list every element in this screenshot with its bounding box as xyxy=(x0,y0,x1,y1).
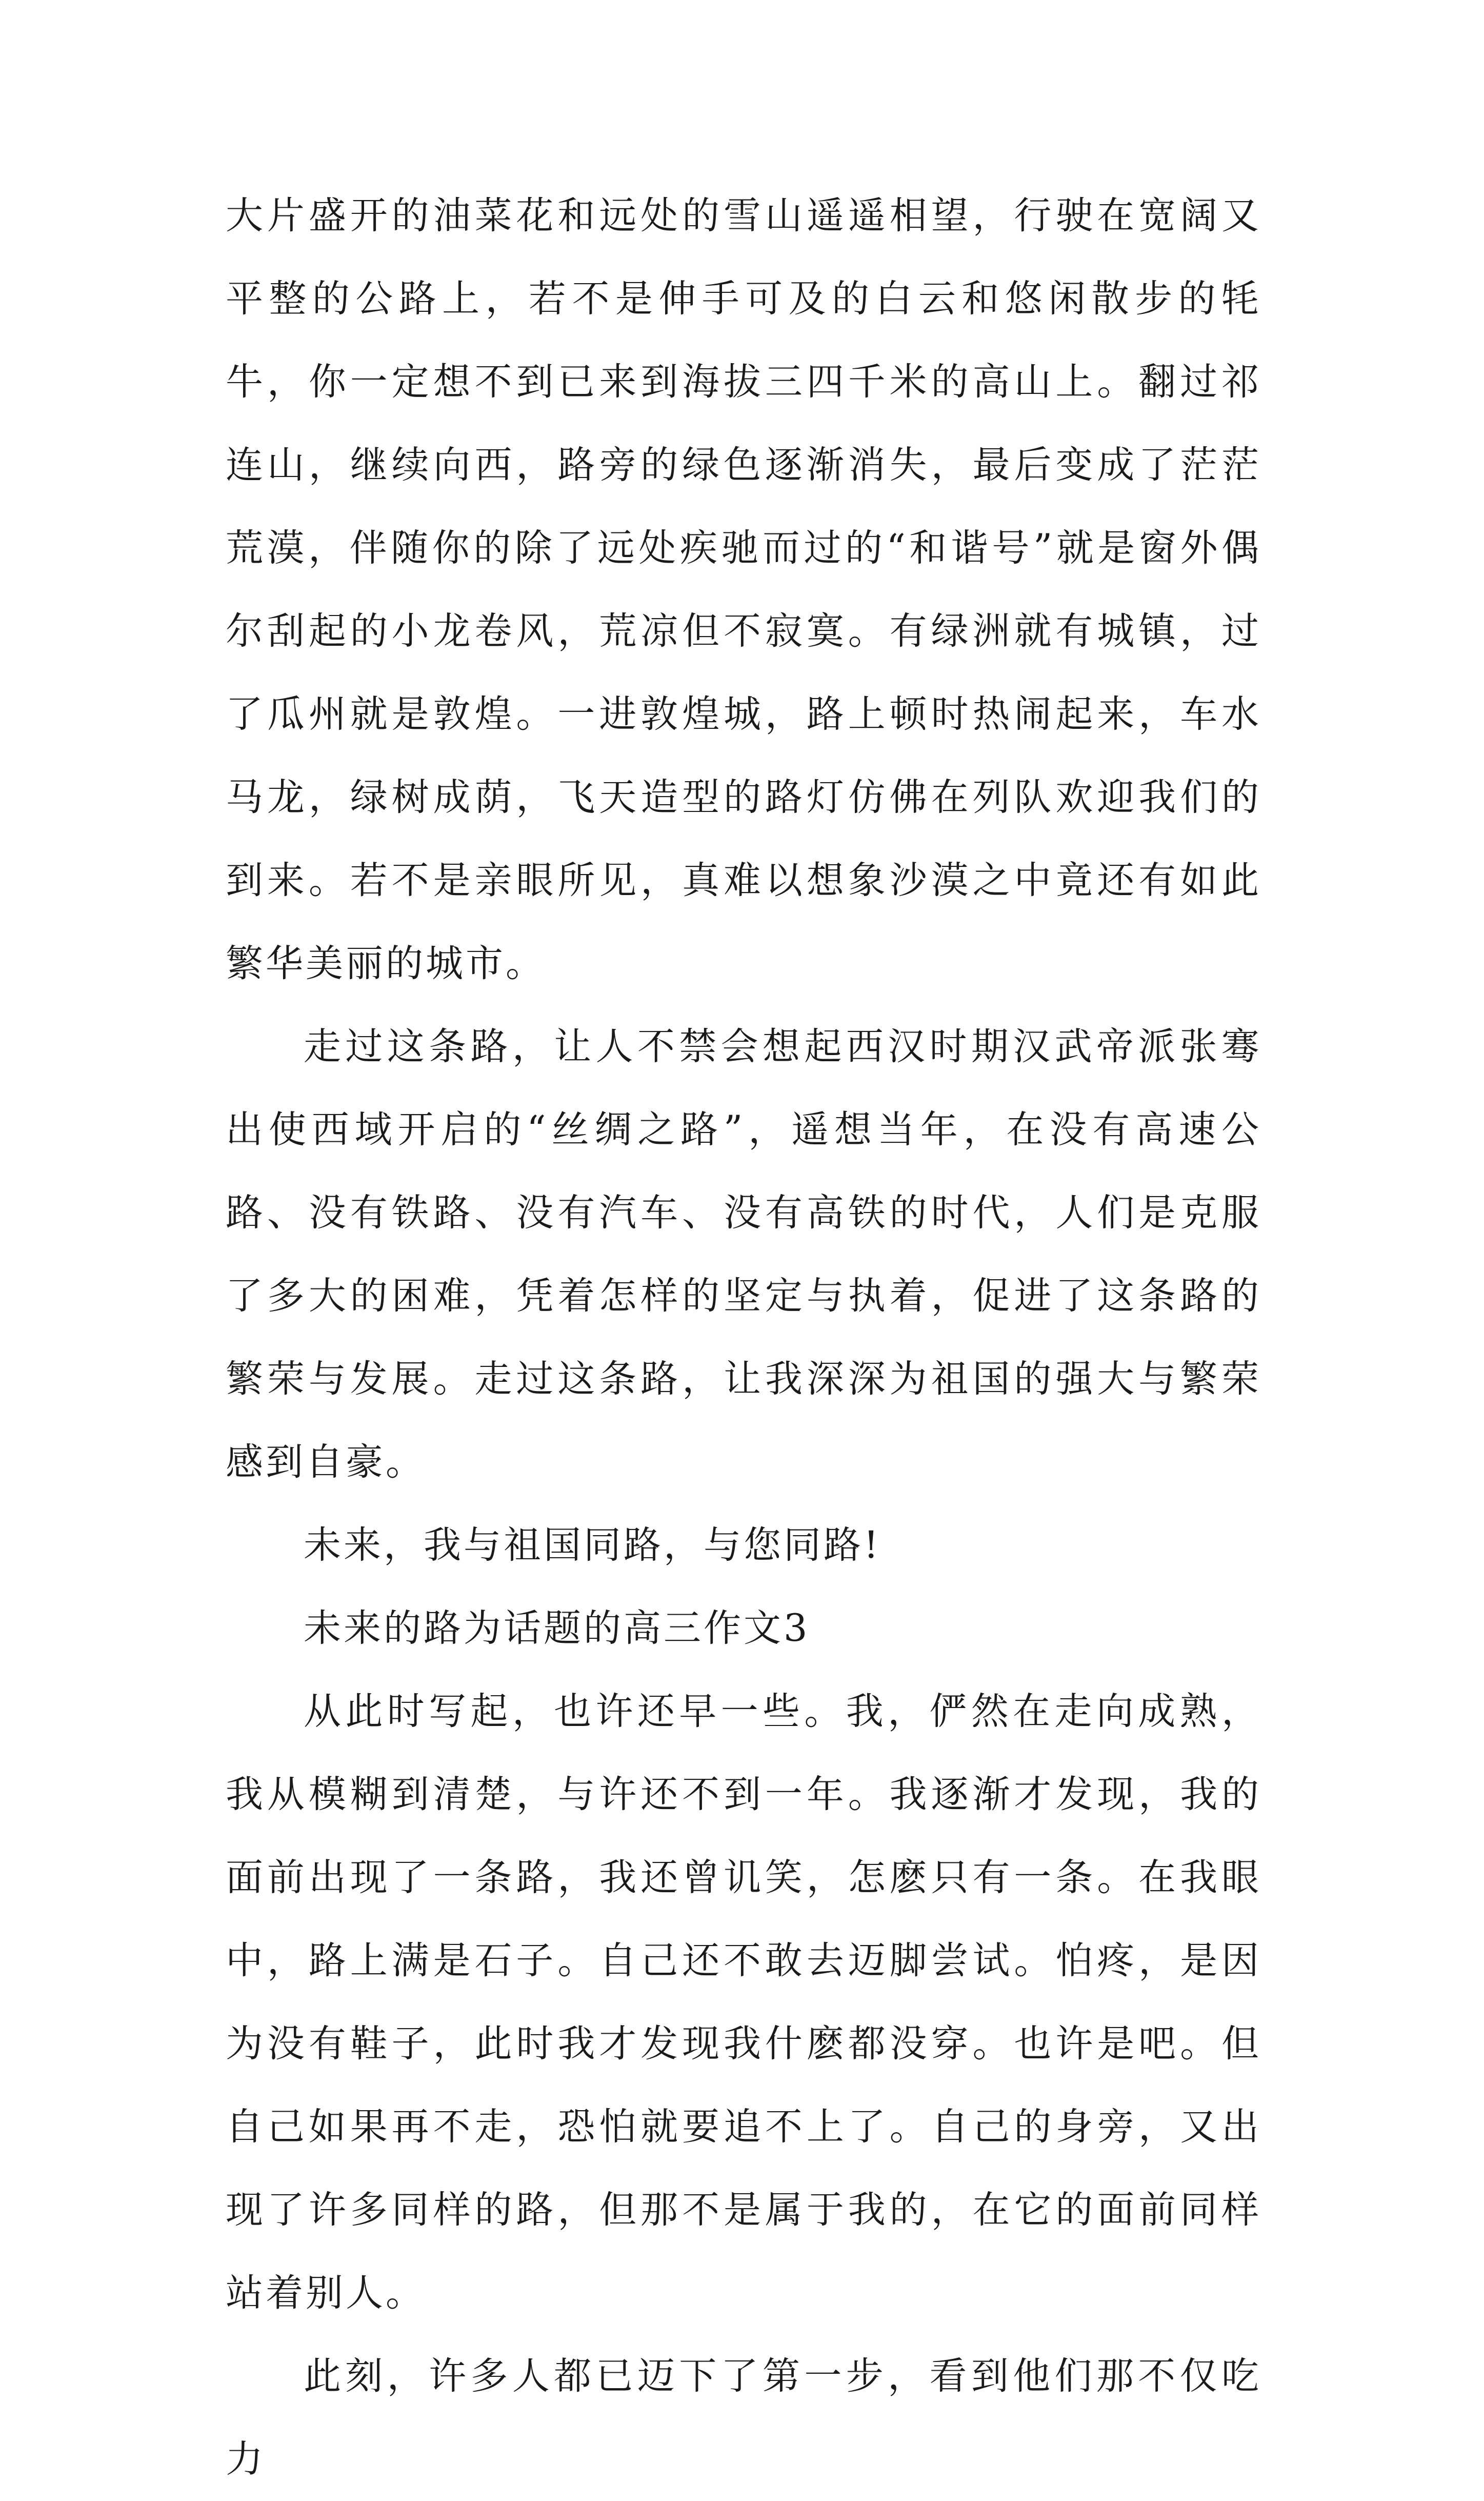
paragraph-closing-line: 未来，我与祖国同路，与您同路! xyxy=(304,1523,881,1567)
document-body xyxy=(226,174,1261,2501)
paragraph-silk-road: 走过这条路，让人不禁会想起西汉时期汉武帝派张骞出使西域开启的“丝绸之路”，遥想当年，在没有高速公路、没有铁路、没有汽车、没有高铁的时代，人们是克服了多大的困难，凭着怎样的坚定与执着，促进了这条路的繁荣与发展。走过这条路，让我深深为祖国的强大与繁荣感到自豪。 xyxy=(226,1025,1261,1484)
paragraph-dunhuang-journey: 大片盛开的油菜花和远处的雪山遥遥相望，行驶在宽阔又平整的公路上，若不是伸手可及的白云和悠闲散步的牦牛，你一定想不到已来到海拔三四千米的高山上。翻过祁连山，继续向西，路旁的绿色逐渐消失，最后变成了茫茫荒漠，伴随你的除了远处疾驰而过的“和谐号”就是窗外偶尔刮起的小龙卷风，荒凉但不寂寞。有绿洲就有城镇，过了瓜州就是敦煌。一进敦煌城，路上顿时热闹起来，车水马龙，绿树成荫，飞天造型的路灯仿佛在列队欢迎我们的到来。若不是亲眼所见，真难以想象沙漠之中竟还有如此繁华美丽的城市。 xyxy=(226,194,1261,985)
paragraph-first-step: 此刻，许多人都已迈下了第一步，看到他们那不仅吃力 xyxy=(226,2354,1261,2481)
essay-heading: 未来的路为话题的高三作文3 xyxy=(304,1606,810,1650)
paragraph-road-ahead: 从此时写起，也许还早一些。我，俨然在走向成熟，我从模糊到清楚，与许还不到一年。我逐渐才发现，我的面前出现了一条路，我还曾讥笑，怎麽只有一条。在我眼中，路上满是石子。自己还不敢去迈脚尝试。怕疼，是因为没有鞋子，此时我才发现我什麽都没穿。也许是吧。但自己如果再不走，恐怕就要追不上了。自己的身旁，又出现了许多同样的路，但那不是属于我的，在它的面前同样站着别人。 xyxy=(226,1690,1261,2315)
